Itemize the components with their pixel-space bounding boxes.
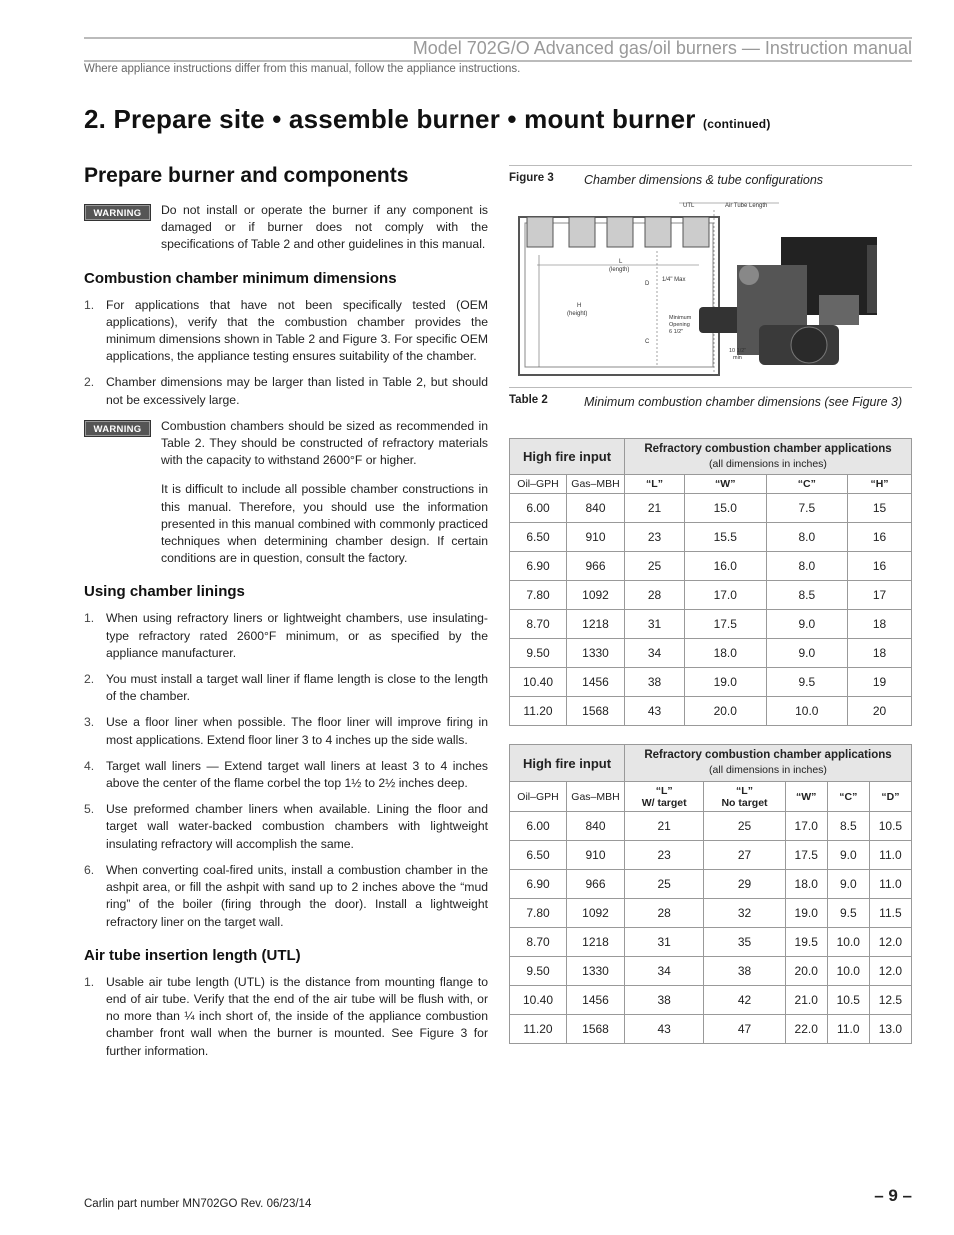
- table-cell: 12.5: [869, 986, 911, 1015]
- table-cell: 10.40: [510, 986, 567, 1015]
- table-cell: 10.0: [827, 957, 869, 986]
- table-cell: 20: [848, 697, 912, 726]
- column-header: “C”: [766, 475, 848, 494]
- table-cell: 910: [567, 841, 625, 870]
- list-item: [84, 974, 488, 1060]
- length-label: (length): [609, 267, 630, 273]
- table-header-rca: [625, 745, 912, 782]
- min-opening-label-2: Opening: [669, 322, 690, 328]
- table-row: [510, 957, 912, 986]
- rca-title: Refractory combustion chamber applications: [644, 442, 892, 455]
- table-cell: 31: [625, 610, 685, 639]
- figure3-caption-block: [509, 165, 912, 190]
- burner-housing-side: [867, 245, 877, 313]
- table-cell: 9.50: [510, 957, 567, 986]
- table-cell: 9.0: [827, 841, 869, 870]
- table-cell: 38: [625, 986, 704, 1015]
- table-cell: 17.5: [684, 610, 766, 639]
- table-cell: 20.0: [785, 957, 827, 986]
- column-header: “W”: [785, 782, 827, 812]
- list-item: [84, 714, 488, 748]
- table-row: [510, 870, 912, 899]
- table-row: [510, 552, 912, 581]
- utl-label: UTL: [683, 203, 695, 209]
- table-cell: 9.5: [766, 668, 848, 697]
- table-cell: 29: [704, 870, 785, 899]
- table-a-wrapper: [509, 438, 912, 726]
- table-cell: 16: [848, 523, 912, 552]
- table-cell: 13.0: [869, 1015, 911, 1044]
- caption-rule: [509, 387, 912, 388]
- table-cell: 9.0: [766, 639, 848, 668]
- column-header: [625, 782, 704, 812]
- list-number: 2.: [84, 672, 95, 687]
- min-label-2: min: [733, 355, 742, 361]
- table-row: [510, 841, 912, 870]
- table-cell: 20.0: [684, 697, 766, 726]
- table-cell: 22.0: [785, 1015, 827, 1044]
- list-item: [84, 671, 488, 705]
- list-text: Chamber dimensions may be larger than listed in Table 2, but should not be excessively large.: [106, 375, 488, 407]
- table-row: [510, 1015, 912, 1044]
- table-header-rca: [625, 439, 912, 475]
- column-header-label: “L”: [736, 784, 753, 797]
- table-cell: 840: [567, 494, 625, 523]
- tube-block: [645, 217, 671, 247]
- table-header-hfi: High fire input: [510, 745, 625, 782]
- table-cell: 910: [567, 523, 625, 552]
- table-cell: 1092: [567, 581, 625, 610]
- column-header: Gas–MBH: [567, 475, 625, 494]
- table-row: [510, 986, 912, 1015]
- table-cell: 8.0: [766, 552, 848, 581]
- subsection-title-linings: Using chamber linings: [84, 583, 245, 601]
- warning-block-1: [84, 202, 488, 254]
- warning-block-2: [84, 418, 488, 470]
- table-cell: 840: [567, 812, 625, 841]
- figure3-caption-text: Chamber dimensions & tube configurations: [584, 173, 824, 187]
- table-cell: 9.50: [510, 639, 567, 668]
- l-label: L: [619, 259, 623, 265]
- table-row: [510, 668, 912, 697]
- table-cell: 25: [625, 870, 704, 899]
- column-header: Oil–GPH: [510, 475, 567, 494]
- column-header: “C”: [827, 782, 869, 812]
- table-cell: 6.00: [510, 494, 567, 523]
- table-cell: 15: [848, 494, 912, 523]
- list-number: 6.: [84, 862, 95, 877]
- table-cell: 10.40: [510, 668, 567, 697]
- manual-title: Model 702G/O Advanced gas/oil burners — Instruction manual: [412, 38, 912, 58]
- table-cell: 8.5: [766, 581, 848, 610]
- table-cell: 9.0: [766, 610, 848, 639]
- table-cell: 11.20: [510, 1015, 567, 1044]
- table-cell: 7.5: [766, 494, 848, 523]
- column-header: “H”: [848, 475, 912, 494]
- rca-subtitle: (all dimensions in inches): [709, 457, 827, 470]
- table-cell: 42: [704, 986, 785, 1015]
- table-cell: 18: [848, 639, 912, 668]
- table-cell: 17.0: [785, 812, 827, 841]
- rca-subtitle: (all dimensions in inches): [709, 764, 827, 776]
- table-a-body: [510, 494, 912, 726]
- quarter-max-label: 1/4" Max: [662, 277, 686, 283]
- table-cell: 1092: [567, 899, 625, 928]
- table-cell: 16.0: [684, 552, 766, 581]
- page-title-continued: (continued): [703, 117, 771, 131]
- table-cell: 19.5: [785, 928, 827, 957]
- list-text: Use preformed chamber liners when available. Lining the floor and target wall water-backed combustion chambers with lightweight insulating refractory will accomplish the same.: [106, 802, 488, 851]
- tube-block: [569, 217, 595, 247]
- page-title-main: 2. Prepare site • assemble burner • mount burner: [84, 104, 696, 134]
- table-row: [510, 697, 912, 726]
- table-cell: 1218: [567, 610, 625, 639]
- list-text: When converting coal-fired units, install a combustion chamber in the ashpit area, or fill the ashpit with sand up to 2 inches above the “mud ring” of the boiler (firing through the door). Install a lightweight refractory liner on the target wall.: [106, 862, 488, 929]
- column-header: “D”: [869, 782, 911, 812]
- rca-title: Refractory combustion chamber applications: [644, 749, 892, 761]
- header-rule-bottom: [84, 60, 912, 62]
- table-a: [509, 438, 912, 726]
- table-cell: 1456: [567, 986, 625, 1015]
- table-row: [510, 581, 912, 610]
- table-cell: 19: [848, 668, 912, 697]
- table-cell: 1456: [567, 668, 625, 697]
- table-cell: 10.0: [827, 928, 869, 957]
- table-cell: 6.90: [510, 870, 567, 899]
- column-header-label: “L”: [655, 784, 673, 797]
- table-cell: 28: [625, 899, 704, 928]
- list-text: Usable air tube length (UTL) is the distance from mounting flange to end of air tube. Verify that the end of the air tube will be flush with, or no more than ¼ inch short of, the inside of the appliance combustion chamber front wall when the burner is mounted. See Figure 3 for further information.: [106, 974, 488, 1058]
- table-cell: 10.0: [766, 697, 848, 726]
- left-column: [84, 164, 488, 1069]
- table-cell: 11.5: [869, 899, 911, 928]
- table-cell: 11.0: [827, 1015, 869, 1044]
- table-header-hfi: High fire input: [510, 439, 625, 475]
- list-text: Use a floor liner when possible. The floor liner will improve firing in most applications. Extend floor liner 3 to 4 inches up the side walls.: [106, 715, 488, 747]
- table-cell: 43: [625, 1015, 704, 1044]
- table-row: [510, 812, 912, 841]
- table-cell: 6.50: [510, 523, 567, 552]
- table-cell: 23: [625, 841, 704, 870]
- column-header: “W”: [684, 475, 766, 494]
- table-cell: 38: [704, 957, 785, 986]
- table-cell: 21.0: [785, 986, 827, 1015]
- page-number: – 9 –: [874, 1186, 912, 1205]
- table-cell: 18.0: [785, 870, 827, 899]
- table2-caption: [509, 393, 912, 412]
- table-cell: 34: [625, 639, 685, 668]
- table2-caption-text: Minimum combustion chamber dimensions (see Figure 3): [584, 395, 903, 409]
- table-cell: 8.0: [766, 523, 848, 552]
- figure3-caption: [509, 171, 912, 190]
- table-cell: 21: [625, 812, 704, 841]
- table-cell: 8.5: [827, 812, 869, 841]
- min-opening-label-3: 6 1/2": [669, 329, 684, 335]
- tube-block: [683, 217, 709, 247]
- table-cell: 1568: [567, 1015, 625, 1044]
- warning-text-2: Combustion chambers should be sized as recommended in Table 2. They should be constructed of refractory materials with the capacity to withstand 2600°F or higher.: [161, 418, 488, 468]
- section-heading: Prepare burner and components: [84, 164, 409, 187]
- table-cell: 10.5: [827, 986, 869, 1015]
- c-label: C: [645, 339, 650, 345]
- table-cell: 11.20: [510, 697, 567, 726]
- list-item: [84, 297, 488, 366]
- table2-caption-block: [509, 387, 912, 412]
- tube-block: [607, 217, 633, 247]
- table-row: [510, 899, 912, 928]
- list-number: 1.: [84, 611, 95, 626]
- subsection-title-combustion: Combustion chamber minimum dimensions: [84, 269, 397, 287]
- table-cell: 23: [625, 523, 685, 552]
- table-cell: 25: [625, 552, 685, 581]
- table-cell: 47: [704, 1015, 785, 1044]
- table-cell: 1330: [567, 957, 625, 986]
- column-header: “L”: [625, 475, 685, 494]
- height-label: (height): [567, 311, 588, 317]
- list-number: 1.: [84, 974, 95, 989]
- table-cell: 21: [625, 494, 685, 523]
- table-cell: 8.70: [510, 610, 567, 639]
- table-cell: 19.0: [785, 899, 827, 928]
- figure3-label: Figure 3: [509, 172, 554, 184]
- table-cell: 18: [848, 610, 912, 639]
- utl-list: [84, 974, 488, 1060]
- air-tube-length-label: Air Tube Length: [725, 203, 768, 209]
- chamber-diagram: [509, 195, 912, 385]
- list-text: For applications that have not been specifically tested (OEM applications), verify that the combustion chamber provides the minimum dimensions shown in Table 2 and Figure 3. For specific OEM applications, the appliance testing ensures suitability of the chamber.: [106, 297, 488, 364]
- table-cell: 11.0: [869, 841, 911, 870]
- table-cell: 6.90: [510, 552, 567, 581]
- column-header: Gas–MBH: [567, 782, 625, 812]
- warning-badge: WARNING: [84, 204, 151, 221]
- table-row: [510, 928, 912, 957]
- list-number: 4.: [84, 758, 95, 773]
- d-label: D: [645, 281, 650, 287]
- list-text: Target wall liners — Extend target wall liners at least 3 to 4 inches above the center of the flame corbel the top 1½ to 2½ inches deep.: [106, 758, 488, 791]
- table-cell: 12.0: [869, 928, 911, 957]
- warning-text-2-continued: It is difficult to include all possible chamber constructions in this manual. Therefore, you should use the information presented in this manual combined with commonly practiced techniques when determining chamber design. If certain conditions are in question, consult the factory.: [161, 482, 488, 566]
- list-number: 5.: [84, 802, 95, 817]
- list-number: 2.: [84, 375, 95, 390]
- table2-label: Table 2: [509, 394, 548, 406]
- table-cell: 17.5: [785, 841, 827, 870]
- min-label-1: 10 1/2": [729, 348, 747, 354]
- min-opening-label-1: Minimum: [669, 315, 692, 321]
- table-cell: 38: [625, 668, 685, 697]
- table-row: [510, 494, 912, 523]
- list-item: [84, 862, 488, 931]
- table-cell: 7.80: [510, 899, 567, 928]
- table-cell: 19.0: [684, 668, 766, 697]
- table-cell: 966: [567, 870, 625, 899]
- subsection-title-utl: Air tube insertion length (UTL): [84, 946, 301, 964]
- table-row: [510, 610, 912, 639]
- warning-text-1: Do not install or operate the burner if any component is damaged or if burner does not comply with the specifications of Table 2 and other guidelines in this manual.: [161, 203, 488, 252]
- list-number: 1.: [84, 297, 95, 312]
- table-cell: 17: [848, 581, 912, 610]
- table-cell: 27: [704, 841, 785, 870]
- table-b-wrapper: [509, 744, 912, 1044]
- column-header: Oil–GPH: [510, 782, 567, 812]
- table-cell: 16: [848, 552, 912, 581]
- caption-rule: [509, 165, 912, 166]
- table-cell: 9.0: [827, 870, 869, 899]
- list-text: You must install a target wall liner if flame length is close to the length of the chamber.: [106, 672, 488, 704]
- table-cell: 34: [625, 957, 704, 986]
- table-cell: 11.0: [869, 870, 911, 899]
- table-b: [509, 744, 912, 1044]
- footer-part-number: Carlin part number MN702GO Rev. 06/23/14: [84, 1198, 312, 1210]
- linings-list: [84, 610, 488, 930]
- table-cell: 12.0: [869, 957, 911, 986]
- table-cell: 7.80: [510, 581, 567, 610]
- list-text: When using refractory liners or lightweight chambers, use insulating-type refractory rated 2600°F minimum, or as specified by the appliance manufacturer.: [106, 611, 488, 660]
- gas-valve: [739, 265, 759, 285]
- table-cell: 6.00: [510, 812, 567, 841]
- table-row: [510, 639, 912, 668]
- table-cell: 1330: [567, 639, 625, 668]
- table-cell: 9.5: [827, 899, 869, 928]
- transformer: [819, 295, 859, 325]
- table-cell: 6.50: [510, 841, 567, 870]
- list-item: [84, 374, 488, 408]
- list-number: 3.: [84, 715, 95, 730]
- table-cell: 32: [704, 899, 785, 928]
- table-cell: 966: [567, 552, 625, 581]
- table-cell: 25: [704, 812, 785, 841]
- combustion-list: [84, 297, 488, 409]
- table-cell: 43: [625, 697, 685, 726]
- table-cell: 18.0: [684, 639, 766, 668]
- tube-block: [527, 217, 553, 247]
- table-cell: 10.5: [869, 812, 911, 841]
- table-b-body: [510, 812, 912, 1044]
- warning-badge: WARNING: [84, 420, 151, 437]
- list-item: [84, 758, 488, 792]
- table-cell: 15.0: [684, 494, 766, 523]
- list-item: [84, 801, 488, 853]
- table-cell: 28: [625, 581, 685, 610]
- table-row: [510, 523, 912, 552]
- h-label: H: [577, 303, 582, 309]
- table-cell: 35: [704, 928, 785, 957]
- header-note: Where appliance instructions differ from this manual, follow the appliance instructions.: [84, 63, 521, 75]
- column-header-sub: No target: [721, 796, 768, 809]
- motor: [791, 327, 827, 363]
- table-cell: 31: [625, 928, 704, 957]
- table-cell: 1218: [567, 928, 625, 957]
- list-item: [84, 610, 488, 662]
- column-header-sub: W/ target: [641, 796, 687, 809]
- table-cell: 1568: [567, 697, 625, 726]
- table-cell: 8.70: [510, 928, 567, 957]
- page-title: [84, 104, 771, 135]
- table-cell: 17.0: [684, 581, 766, 610]
- column-header: [704, 782, 785, 812]
- table-cell: 15.5: [684, 523, 766, 552]
